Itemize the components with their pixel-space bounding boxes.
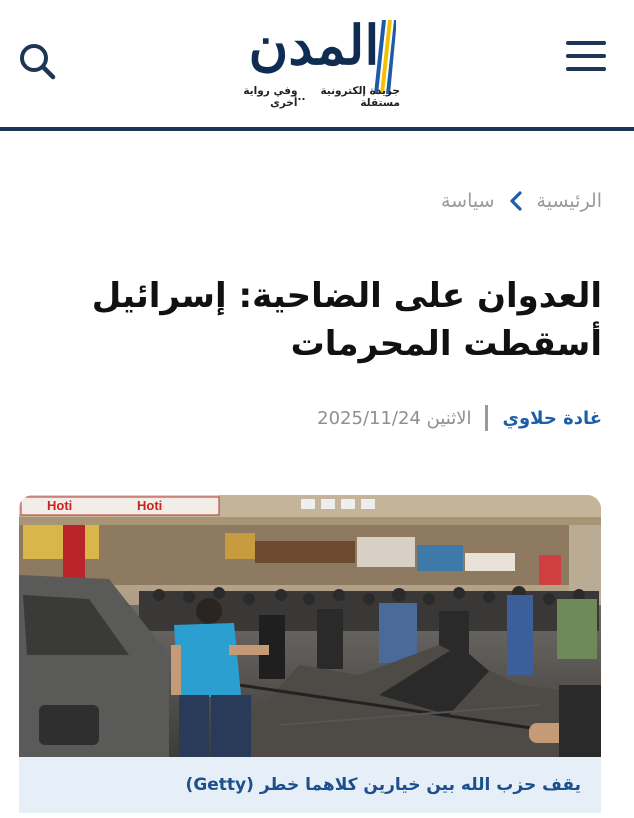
- logo-tagline-dots: ..: [297, 91, 306, 103]
- search-icon: [16, 40, 58, 82]
- search-button[interactable]: [16, 40, 58, 82]
- shop-sign-2: Hoti: [137, 498, 163, 513]
- breadcrumb: [441, 186, 602, 216]
- shop-sign-1: Hoti: [47, 498, 73, 513]
- logo-tagline-right: جريدة إلكترونية مستقلة: [320, 85, 400, 109]
- photo-caption-box: [19, 757, 601, 813]
- logo-wordmark: المدن: [248, 13, 380, 77]
- article-title: العدوان على الضاحية: إسرائيل أسقطت المحرمات: [91, 276, 602, 364]
- breadcrumb-section[interactable]: سياسة: [440, 190, 495, 212]
- article-author[interactable]: غادة حلاوي: [502, 407, 602, 429]
- site-header: [0, 0, 634, 130]
- article-photo[interactable]: [19, 495, 601, 757]
- logo-stripes: [370, 20, 396, 94]
- photo-caption: يقف حزب الله بين خيارين كلاهما خطر (Getty): [185, 775, 581, 795]
- site-logo[interactable]: [228, 14, 400, 108]
- article-meta: [317, 403, 602, 433]
- logo-tagline: [232, 85, 400, 109]
- meta-divider: [485, 405, 488, 431]
- chevron-left-icon: [509, 191, 523, 211]
- header-divider: [0, 127, 634, 131]
- breadcrumb-home[interactable]: الرئيسية: [536, 190, 602, 212]
- article-photo-card: [19, 495, 601, 818]
- hamburger-icon: [564, 38, 608, 74]
- article-date: الاثنين 2025/11/24: [317, 407, 472, 429]
- logo-tagline-left: وفي رواية أخرى: [243, 85, 298, 109]
- menu-button[interactable]: [564, 38, 608, 74]
